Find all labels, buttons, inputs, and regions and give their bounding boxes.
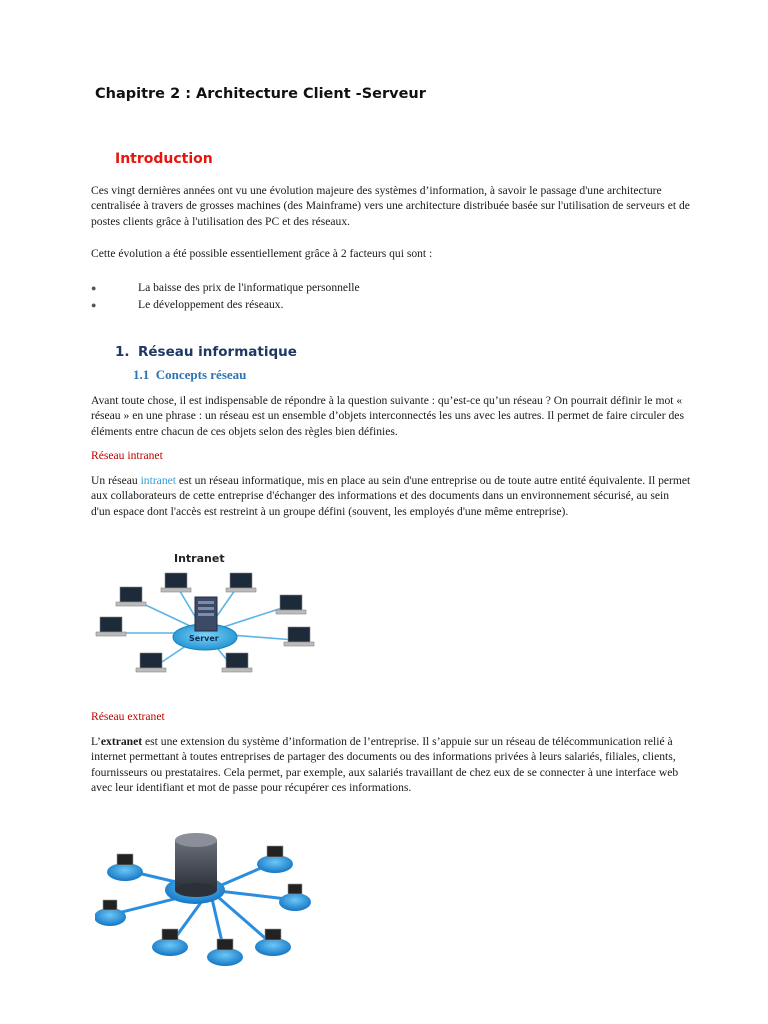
extranet-term: extranet: [100, 735, 143, 748]
intranet-label: Réseau intranet: [91, 449, 163, 462]
extranet-label: Réseau extranet: [91, 710, 165, 723]
extranet-diagram: [95, 820, 325, 980]
bullet-icon: ●: [91, 300, 97, 310]
chapter-title: Chapitre 2 : Architecture Client -Serveur: [95, 86, 426, 102]
server-label: Server: [189, 634, 219, 643]
section-heading: [115, 344, 297, 360]
intro-heading: Introduction: [115, 151, 213, 167]
database-icon: [175, 840, 217, 890]
evolution-paragraph: Cette évolution a été possible essentiellement grâce à 2 facteurs qui sont :: [91, 247, 433, 260]
section-title: Réseau informatique: [138, 344, 297, 360]
intranet-link[interactable]: intranet: [140, 474, 176, 487]
intranet-figure-title: Intranet: [174, 552, 225, 565]
list-item: [91, 280, 360, 296]
extranet-text-pre: L’: [91, 735, 101, 748]
concepts-paragraph: Avant toute chose, il est indispensable de répondre à la question suivante : qu’est-ce qu’un réseau ? On pourrait définir le mot « réseau » en une phrase : un réseau est un ensemble d’objets interconnectés les uns avec les autres. Il permet de faire circuler des éléments entre chacun de ces objets selon des règles bien définies.: [91, 394, 684, 438]
intro-paragraph: Ces vingt dernières années ont vu une évolution majeure des systèmes d’information, à savoir le passage d'une architecture centralisée à travers de grosses machines (des Mainframe) vers une architecture distribuée basée sur l'utilisation de serveurs et de postes clients grâce à l'utilisation des PC et des réseaux.: [91, 184, 690, 228]
intranet-text-post: est un réseau informatique, mis en place au sein d'une entreprise ou de toute autre entité équivalente. Il permet aux collaborateurs de cette entreprise d'échanger des informations et des documents dans un environnement sécurisé, au sein d'un espace dont l'accès est restreint à un groupe défini (souvent, les employés d'une même entreprise).: [91, 474, 691, 518]
bullet-icon: ●: [91, 283, 97, 293]
subsection-heading: [133, 367, 246, 383]
subsection-number: 1.1: [133, 367, 150, 382]
bullet-text: La baisse des prix de l'informatique personnelle: [138, 281, 360, 294]
subsection-title: Concepts réseau: [155, 367, 247, 382]
intranet-text-pre: Un réseau: [91, 474, 141, 487]
extranet-text-post: est une extension du système d’information de l’entreprise. Il s’appuie sur un réseau de télécommunication relié à internet permettant à toutes entreprises de partager des documents ou des informations privées à leurs salariés, filiales, clients, fournisseurs ou prestataires. Cela permet, par exemple, aux salariés travaillant de chez eux de se connecter à une interface web avec leur identifiant et mot de passe pour récupérer ces informations.: [91, 735, 679, 795]
list-item: [91, 297, 284, 313]
intranet-paragraph: [91, 473, 691, 519]
extranet-paragraph: [91, 734, 691, 796]
intranet-diagram: [90, 545, 320, 705]
section-number: 1.: [115, 344, 130, 360]
bullet-text: Le développement des réseaux.: [138, 298, 284, 311]
